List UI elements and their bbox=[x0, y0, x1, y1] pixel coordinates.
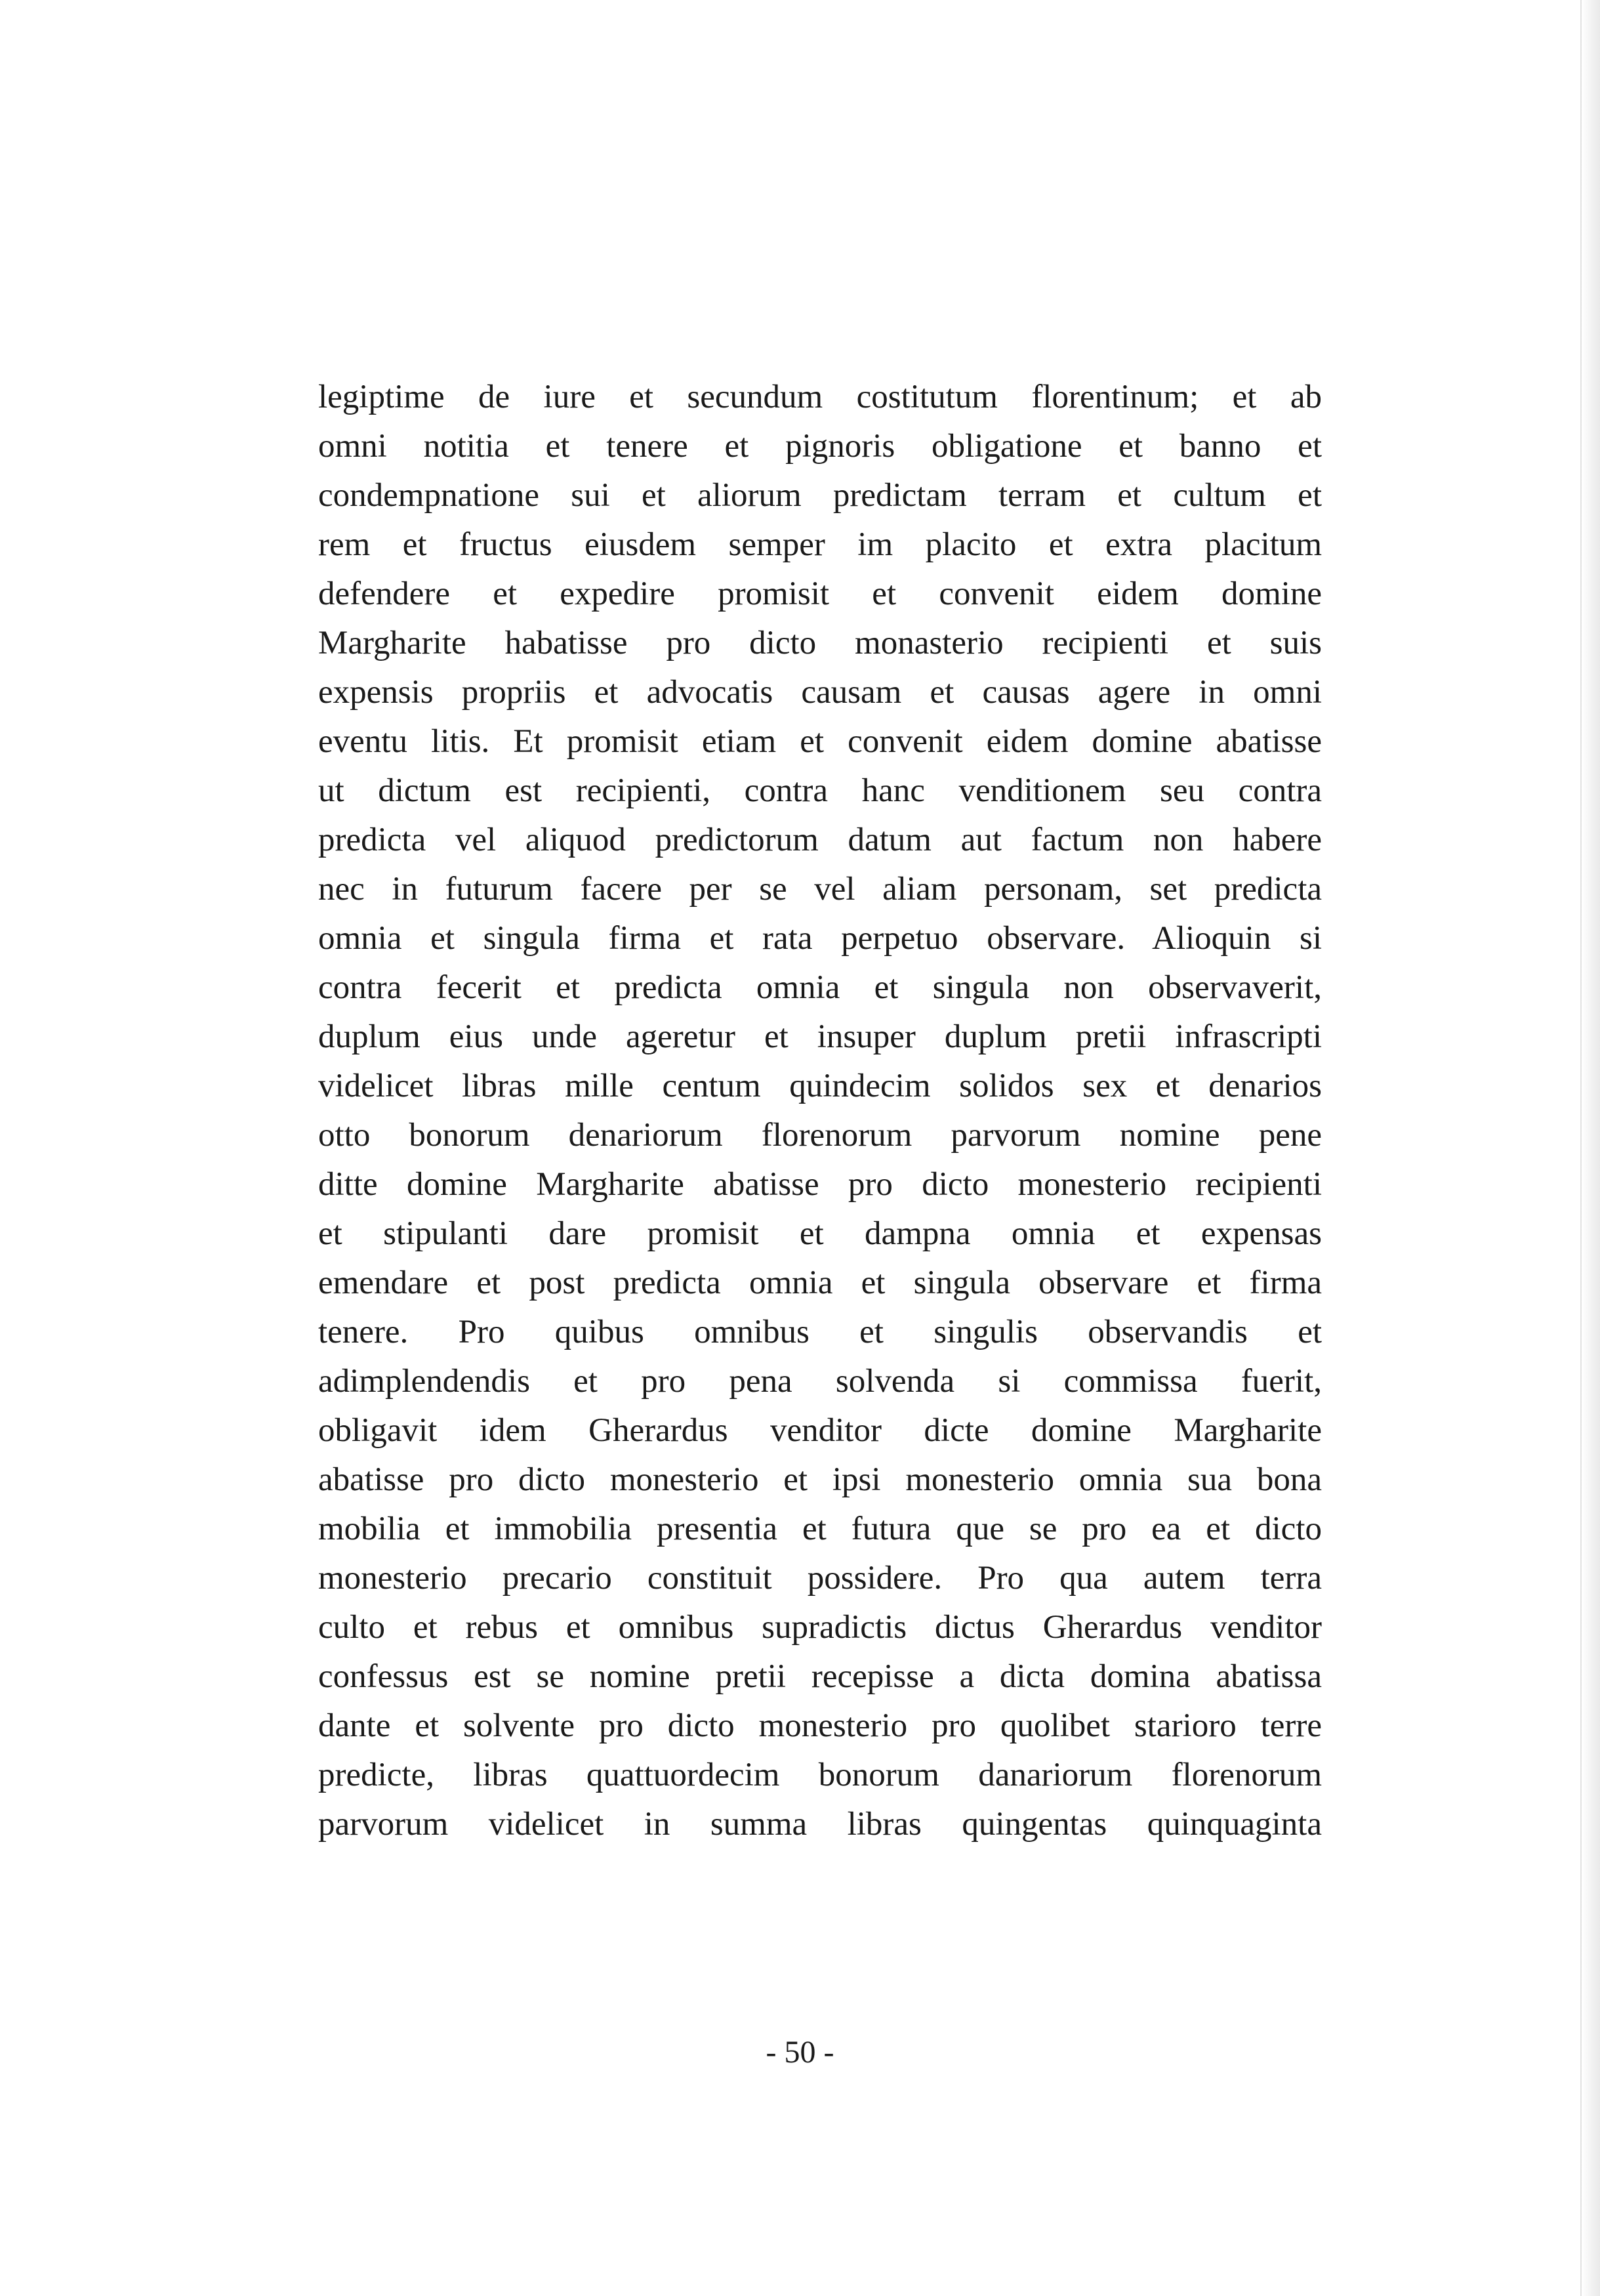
text-line: tenere. Pro quibus omnibus et singulis observandis et bbox=[318, 1314, 1322, 1350]
text-line: legiptime de iure et secundum costitutum florentinum; et ab bbox=[318, 379, 1322, 415]
page-number: - 50 - bbox=[766, 2035, 834, 2070]
text-line: expensis propriis et advocatis causam et causas agere in omni bbox=[318, 674, 1322, 711]
text-line: rem et fructus eiusdem semper im placito et extra placitum bbox=[318, 526, 1322, 563]
text-line: videlicet libras mille centum quindecim solidos sex et denarios bbox=[318, 1068, 1322, 1104]
text-line: parvorum videlicet in summa libras quingentas quinquaginta bbox=[318, 1806, 1322, 1843]
text-line: emendare et post predicta omnia et singula observare et firma bbox=[318, 1264, 1322, 1301]
text-line: confessus est se nomine pretii recepisse a dicta domina abatissa bbox=[318, 1658, 1322, 1695]
text-line: et stipulanti dare promisit et dampna omnia et expensas bbox=[318, 1215, 1322, 1252]
text-line: Margharite habatisse pro dicto monasterio recipienti et suis bbox=[318, 625, 1322, 661]
text-line: mobilia et immobilia presentia et futura que se pro ea et dicto bbox=[318, 1511, 1322, 1547]
text-line: predicta vel aliquod predictorum datum aut factum non habere bbox=[318, 822, 1322, 858]
text-line: ditte domine Margharite abatisse pro dicto monesterio recipienti bbox=[318, 1166, 1322, 1203]
text-line: omnia et singula firma et rata perpetuo observare. Alioquin si bbox=[318, 920, 1322, 957]
text-line: obligavit idem Gherardus venditor dicte domine Margharite bbox=[318, 1412, 1322, 1449]
text-line: defendere et expedire promisit et convenit eidem domine bbox=[318, 575, 1322, 612]
text-line: dante et solvente pro dicto monesterio pro quolibet starioro terre bbox=[318, 1707, 1322, 1744]
body-text bbox=[318, 373, 1322, 1849]
text-line: nec in futurum facere per se vel aliam personam, set predicta bbox=[318, 871, 1322, 908]
text-line: omni notitia et tenere et pignoris obligatione et banno et bbox=[318, 428, 1322, 465]
text-line: eventu litis. Et promisit etiam et convenit eidem domine abatisse bbox=[318, 723, 1322, 760]
page-edge bbox=[1580, 0, 1600, 2296]
text-line: abatisse pro dicto monesterio et ipsi monesterio omnia sua bona bbox=[318, 1461, 1322, 1498]
text-line: otto bonorum denariorum florenorum parvorum nomine pene bbox=[318, 1117, 1322, 1154]
text-line: monesterio precario constituit possidere. Pro qua autem terra bbox=[318, 1560, 1322, 1597]
text-line: condempnatione sui et aliorum predictam terram et cultum et bbox=[318, 477, 1322, 514]
text-line: culto et rebus et omnibus supradictis dictus Gherardus venditor bbox=[318, 1609, 1322, 1646]
text-line: contra fecerit et predicta omnia et singula non observaverit, bbox=[318, 969, 1322, 1006]
text-line: adimplendendis et pro pena solvenda si commissa fuerit, bbox=[318, 1363, 1322, 1400]
text-line: predicte, libras quattuordecim bonorum danariorum florenorum bbox=[318, 1757, 1322, 1793]
text-line: duplum eius unde ageretur et insuper duplum pretii infrascripti bbox=[318, 1018, 1322, 1055]
text-line: ut dictum est recipienti, contra hanc venditionem seu contra bbox=[318, 772, 1322, 809]
